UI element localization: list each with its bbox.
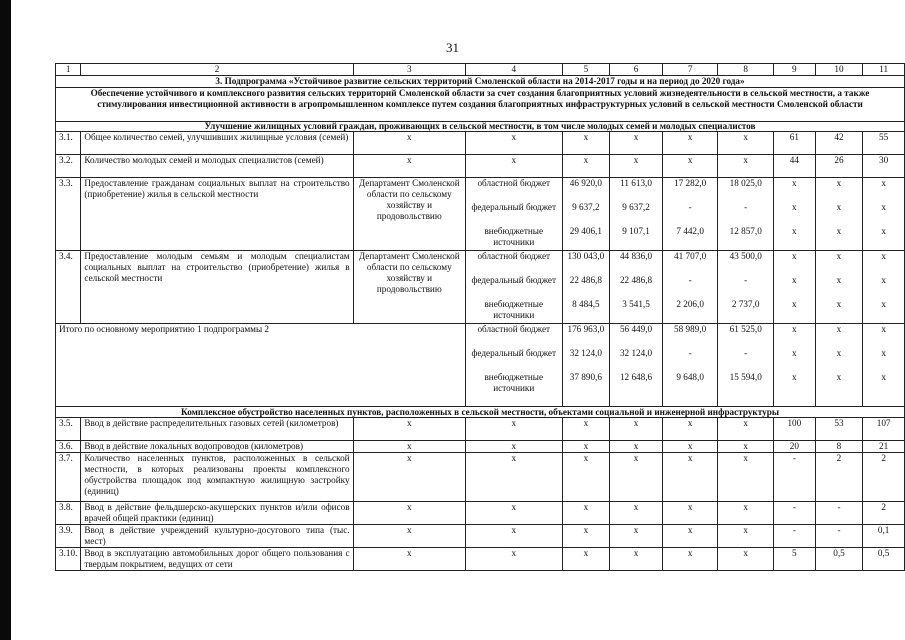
- cell-value: x: [465, 525, 562, 548]
- row-number: 3.5.: [56, 418, 81, 441]
- table-row: [56, 155, 905, 178]
- funding-source: внебюджетные источники: [484, 372, 544, 393]
- amount: 18 025,0: [729, 178, 762, 188]
- cell-value: x: [465, 441, 562, 453]
- cell-value: x: [562, 418, 610, 441]
- cell-value: x: [662, 548, 718, 571]
- cell-value: x: [718, 418, 774, 441]
- col-num: 5: [562, 64, 610, 76]
- row-number: 3.10.: [56, 548, 81, 571]
- table-row: [56, 441, 905, 453]
- table-row: [56, 502, 905, 525]
- amount: 12 648,6: [619, 372, 653, 382]
- subsection-heading: Комплексное обустройство населенных пунктов, расположенных в сельской местности, объектами социальной и инженерной инфраструктуры: [56, 407, 905, 418]
- row-number: 3.3.: [56, 178, 81, 251]
- cell-value: x: [881, 348, 886, 358]
- funding-source: областной бюджет: [477, 251, 551, 261]
- amount: 32 124,0: [569, 348, 602, 358]
- cell-value: x: [610, 155, 663, 178]
- row-number: 3.6.: [56, 441, 81, 453]
- amount: 2 737,0: [731, 299, 760, 309]
- cell-value: x: [562, 502, 610, 525]
- cell-value: x: [836, 251, 842, 261]
- amount: 58 989,0: [674, 324, 707, 334]
- table-row: [56, 548, 905, 571]
- total-label: Итого по основному мероприятию 1 подпрограммы 2: [56, 324, 466, 407]
- cell-value: x: [836, 275, 842, 285]
- row-number: 3.2.: [56, 155, 81, 178]
- cell-value: x: [562, 132, 610, 155]
- cell-value: x: [662, 155, 718, 178]
- cell-value: 42: [815, 132, 863, 155]
- cell-value: x: [353, 418, 465, 441]
- page-number: 31: [446, 40, 459, 55]
- program-table: [55, 63, 905, 571]
- row-number: 3.7.: [56, 453, 81, 502]
- funding-source: федеральный бюджет: [471, 348, 557, 358]
- amount: 46 920,0: [569, 178, 602, 188]
- cell-value: 44: [774, 155, 816, 178]
- section-title: 3. Подпрограмма «Устойчивое развитие сельских территорий Смоленской области на 2014-2017 годы и на период до 2020 года»: [56, 76, 905, 88]
- amount: -: [744, 202, 748, 212]
- cell-value: x: [792, 178, 797, 188]
- cell-value: x: [792, 324, 797, 334]
- cell-value: x: [718, 502, 774, 525]
- cell-value: x: [562, 453, 610, 502]
- cell-value: x: [718, 155, 774, 178]
- cell-value: x: [718, 453, 774, 502]
- amount: 17 282,0: [674, 178, 707, 188]
- cell-value: x: [881, 251, 886, 261]
- responsible-department: Департамент Смоленской области по сельскому хозяйству и продовольствию: [353, 251, 465, 324]
- row-number: 3.4.: [56, 251, 81, 324]
- cell-value: x: [562, 155, 610, 178]
- row-number: 3.1.: [56, 132, 81, 155]
- cell-value: x: [465, 453, 562, 502]
- amount: 22 486,8: [619, 275, 653, 285]
- cell-value: x: [465, 418, 562, 441]
- cell-value: x: [662, 525, 718, 548]
- col-num: 9: [774, 64, 816, 76]
- amount: -: [744, 275, 748, 285]
- col-num: 11: [863, 64, 905, 76]
- amount: 176 963,0: [567, 324, 605, 334]
- cell-value: x: [353, 155, 465, 178]
- cell-value: x: [562, 441, 610, 453]
- cell-value: 26: [815, 155, 863, 178]
- cell-value: x: [465, 155, 562, 178]
- cell-value: 21: [863, 441, 905, 453]
- cell-value: x: [610, 548, 663, 571]
- cell-value: 8: [815, 441, 863, 453]
- funding-source: внебюджетные источники: [484, 299, 544, 320]
- cell-value: x: [662, 502, 718, 525]
- amount: 11 613,0: [620, 178, 652, 188]
- amount: 9 107,1: [622, 226, 650, 236]
- goal-row: [56, 88, 905, 122]
- col-num: 10: [815, 64, 863, 76]
- cell-value: x: [881, 178, 886, 188]
- section-title-row: [56, 76, 905, 88]
- cell-value: x: [662, 441, 718, 453]
- cell-value: x: [353, 525, 465, 548]
- cell-value: 2: [863, 502, 905, 525]
- table-row: [56, 178, 905, 251]
- cell-value: 0,5: [863, 548, 905, 571]
- cell-value: x: [353, 548, 465, 571]
- amount: 3 541,5: [622, 299, 650, 309]
- funding-sources: [469, 324, 559, 396]
- amount: 130 043,0: [567, 251, 605, 261]
- cell-value: x: [836, 299, 842, 309]
- cell-value: x: [610, 441, 663, 453]
- row-number: 3.9.: [56, 525, 81, 548]
- funding-source: федеральный бюджет: [471, 275, 557, 285]
- table-row: [56, 132, 905, 155]
- amount: -: [688, 348, 692, 358]
- col-num: 8: [718, 64, 774, 76]
- cell-value: x: [610, 453, 663, 502]
- amount: 7 442,0: [676, 226, 704, 236]
- cell-value: x: [836, 372, 842, 382]
- amount: 12 857,0: [729, 226, 762, 236]
- indicator-name: Ввод в действие фельдшерско-акушерских пунктов и/или офисов врачей общей практики (единиц): [81, 502, 353, 525]
- cell-value: x: [610, 525, 663, 548]
- table-row: [56, 453, 905, 502]
- indicator-name: Ввод в действие распределительных газовых сетей (километров): [81, 418, 353, 441]
- cell-value: x: [881, 324, 886, 334]
- cell-value: x: [792, 202, 797, 212]
- table-row: [56, 251, 905, 324]
- amount: 37 890,6: [569, 372, 602, 382]
- funding-source: областной бюджет: [477, 324, 551, 334]
- cell-value: -: [774, 502, 816, 525]
- cell-value: x: [836, 202, 842, 212]
- funding-sources: [469, 178, 559, 250]
- cell-value: x: [881, 372, 886, 382]
- funding-source: областной бюджет: [477, 178, 551, 188]
- amount: 44 836,0: [619, 251, 653, 261]
- responsible-department: Департамент Смоленской области по сельскому хозяйству и продовольствию: [353, 178, 465, 251]
- cell-value: 53: [815, 418, 863, 441]
- cell-value: x: [662, 418, 718, 441]
- cell-value: x: [610, 418, 663, 441]
- cell-value: 0,1: [863, 525, 905, 548]
- cell-value: x: [836, 348, 842, 358]
- indicator-name: Количество молодых семей и молодых специалистов (семей): [81, 155, 353, 178]
- cell-value: x: [353, 453, 465, 502]
- column-number-row: [56, 64, 905, 76]
- cell-value: 61: [774, 132, 816, 155]
- cell-value: x: [562, 548, 610, 571]
- col-num: 4: [465, 64, 562, 76]
- cell-value: x: [718, 525, 774, 548]
- col-num: 3: [353, 64, 465, 76]
- amount: 9 648,0: [676, 372, 704, 382]
- table-row: [56, 525, 905, 548]
- amount: 56 449,0: [619, 324, 653, 334]
- program-goal: Обеспечение устойчивого и комплексного развития сельских территорий Смоленской области за счет создания благоприятных условий жизнедеятельности в сельской местности, а также стимулирования инвестиционной активности в агропромышленном комплексе путем создания благоприятных инфраструктурных условий в сельской местности Смоленской области: [56, 88, 905, 122]
- amount: 41 707,0: [674, 251, 707, 261]
- cell-value: x: [792, 299, 797, 309]
- amount: 32 124,0: [619, 348, 653, 358]
- subsection-heading: Улучшение жилищных условий граждан, проживающих в сельской местности, в том числе молодых семей и молодых специалистов: [56, 122, 905, 132]
- indicator-name: Общее количество семей, улучшивших жилищные условия (семей): [81, 132, 353, 155]
- cell-value: 5: [774, 548, 816, 571]
- cell-value: x: [792, 226, 797, 236]
- amount: -: [688, 275, 692, 285]
- col-num: 7: [662, 64, 718, 76]
- cell-value: 100: [774, 418, 816, 441]
- cell-value: x: [836, 226, 842, 236]
- measure-name: Предоставление молодым семьям и молодым специалистам социальных выплат на строительство (приобретение) жилья в сельской местности: [81, 251, 353, 324]
- indicator-name: Количество населенных пунктов, расположенных в сельской местности, в которых реализованы проекты комплексного обустройства площадок под компактную жилищную застройку (единиц): [81, 453, 353, 502]
- subsection-row: [56, 122, 905, 132]
- scan-dark-edge: [0, 0, 11, 640]
- cell-value: -: [774, 525, 816, 548]
- amount: 9 637,2: [572, 202, 600, 212]
- indicator-name: Ввод в действие учреждений культурно-досугового типа (тыс. мест): [81, 525, 353, 548]
- cell-value: x: [718, 441, 774, 453]
- table-row: [56, 418, 905, 441]
- cell-value: x: [610, 132, 663, 155]
- cell-value: x: [353, 441, 465, 453]
- cell-value: x: [792, 251, 797, 261]
- subsection-row: [56, 407, 905, 418]
- amount: 61 525,0: [729, 324, 762, 334]
- cell-value: x: [610, 502, 663, 525]
- cell-value: x: [465, 502, 562, 525]
- indicator-name: Ввод в эксплуатацию автомобильных дорог общего пользования с твердым покрытием, ведущих от сети: [81, 548, 353, 571]
- cell-value: 107: [863, 418, 905, 441]
- cell-value: x: [662, 132, 718, 155]
- amount: 9 637,2: [622, 202, 650, 212]
- cell-value: 55: [863, 132, 905, 155]
- cell-value: x: [718, 548, 774, 571]
- cell-value: x: [836, 324, 842, 334]
- amount: 8 484,5: [572, 299, 600, 309]
- total-row: [56, 324, 905, 407]
- cell-value: x: [792, 275, 797, 285]
- amount: 22 486,8: [569, 275, 602, 285]
- cell-value: x: [881, 202, 886, 212]
- amount: 15 594,0: [729, 372, 762, 382]
- cell-value: x: [718, 132, 774, 155]
- cell-value: 30: [863, 155, 905, 178]
- row-number: 3.8.: [56, 502, 81, 525]
- cell-value: x: [562, 525, 610, 548]
- funding-source: внебюджетные источники: [484, 226, 544, 247]
- cell-value: 0,5: [815, 548, 863, 571]
- cell-value: x: [465, 548, 562, 571]
- indicator-name: Ввод в действие локальных водопроводов (километров): [81, 441, 353, 453]
- cell-value: x: [836, 178, 842, 188]
- measure-name: Предоставление гражданам социальных выплат на строительство (приобретение) жилья в сельской местности: [81, 178, 353, 251]
- col-num: 6: [610, 64, 663, 76]
- cell-value: x: [353, 132, 465, 155]
- col-num: 1: [56, 64, 81, 76]
- cell-value: x: [353, 502, 465, 525]
- cell-value: x: [881, 275, 886, 285]
- amount: 29 406,1: [569, 226, 602, 236]
- cell-value: x: [881, 299, 886, 309]
- cell-value: -: [774, 453, 816, 502]
- cell-value: -: [815, 502, 863, 525]
- amount: 2 206,0: [676, 299, 704, 309]
- cell-value: -: [815, 525, 863, 548]
- cell-value: 20: [774, 441, 816, 453]
- funding-sources: [469, 251, 559, 323]
- cell-value: x: [792, 348, 797, 358]
- amount: -: [688, 202, 692, 212]
- amount: -: [744, 348, 748, 358]
- col-num: 2: [81, 64, 353, 76]
- cell-value: 2: [863, 453, 905, 502]
- cell-value: x: [881, 226, 886, 236]
- funding-source: федеральный бюджет: [471, 202, 557, 212]
- cell-value: x: [792, 372, 797, 382]
- cell-value: 2: [815, 453, 863, 502]
- amount: 43 500,0: [729, 251, 762, 261]
- cell-value: x: [465, 132, 562, 155]
- cell-value: x: [662, 453, 718, 502]
